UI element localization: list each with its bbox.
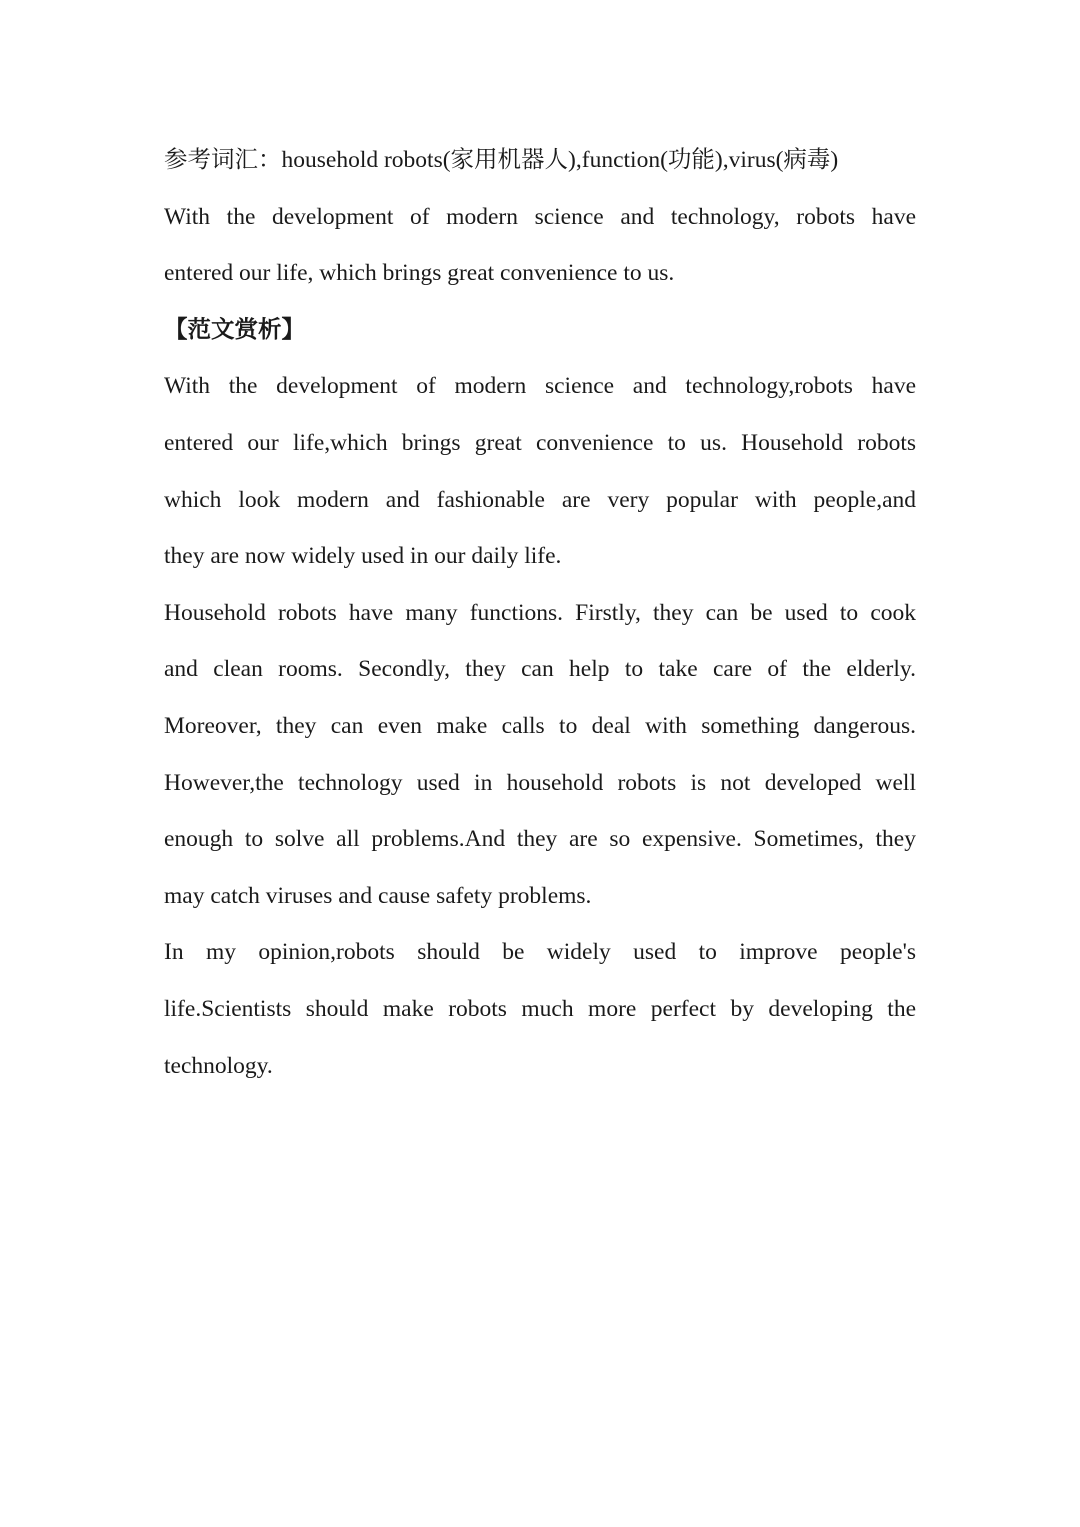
paragraph-line: With the development of modern science and technology,robots have [164, 373, 916, 400]
paragraph-line: Household robots have many functions. Firstly, they can be used to cook [164, 599, 916, 626]
paragraph-line: However,the technology used in household robots is not developed well [164, 769, 916, 796]
document-body [164, 132, 916, 1094]
paragraph-line: In my opinion,robots should be widely used to improve people's [164, 939, 916, 966]
vocabulary-line: 参考词汇：household robots(家用机器人),function(功能),virus(病毒) [164, 147, 839, 173]
paragraph-line: Moreover, they can even make calls to deal with something dangerous. [164, 712, 916, 739]
section-heading: 【范文赏析】 [164, 316, 305, 343]
paragraph-2 [164, 585, 916, 925]
paragraph-line: which look modern and fashionable are very popular with people,and [164, 486, 916, 513]
paragraph-line: enough to solve all problems.And they are so expensive. Sometimes, they [164, 826, 916, 853]
paragraph-line: entered our life,which brings great convenience to us. Household robots [164, 429, 916, 456]
intro-line: entered our life, which brings great convenience to us. [164, 260, 675, 287]
paragraph-line: technology. [164, 1052, 273, 1079]
paragraph-line: and clean rooms. Secondly, they can help to take care of the elderly. [164, 656, 916, 683]
paragraph-line: they are now widely used in our daily life. [164, 543, 562, 570]
paragraph-1 [164, 358, 916, 584]
intro-line: With the development of modern science and technology, robots have [164, 203, 916, 230]
paragraph-line: may catch viruses and cause safety problems. [164, 882, 592, 909]
paragraph-3 [164, 924, 916, 1094]
paragraph-line: life.Scientists should make robots much more perfect by developing the [164, 995, 916, 1022]
